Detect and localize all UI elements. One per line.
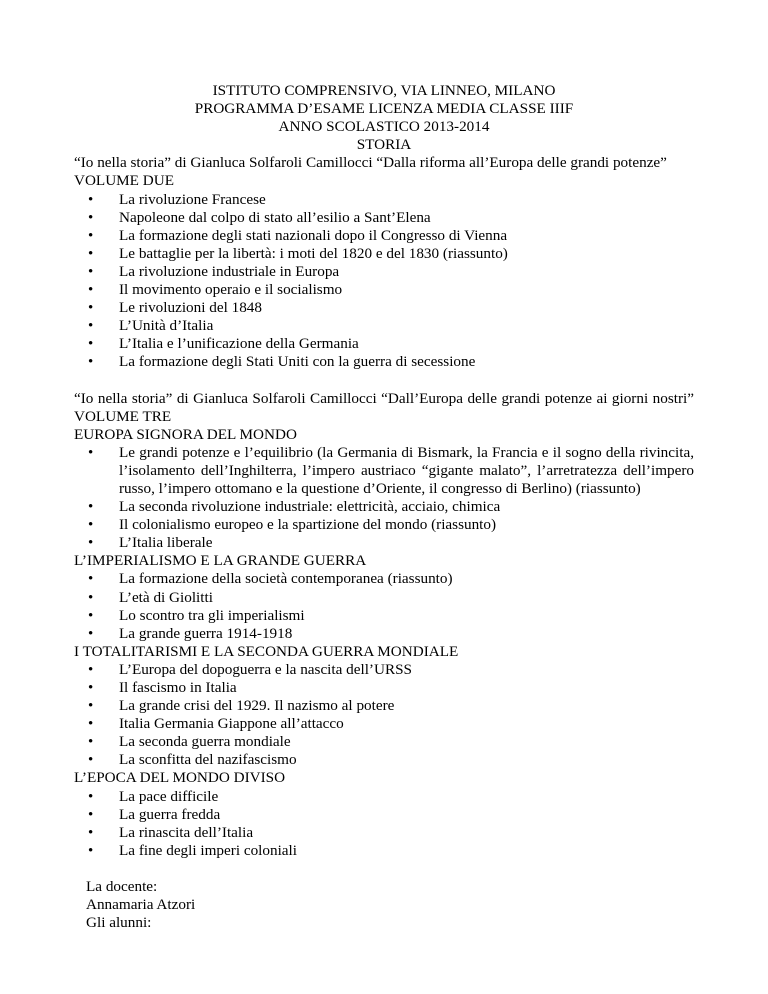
list-item: • Le grandi potenze e l’equilibrio (la Germania di Bismark, la Francia e il sogno della rivincita, l’isolamento dell’Inghilterra, l’impero austriaco “gigante malato”, l’arretratezza dell’impero russo, l’impero ottomano e la questione d’Oriente, il congresso di Berlino) (riassunto) xyxy=(88,443,694,497)
list-item: • Italia Germania Giappone all’attacco xyxy=(88,715,344,733)
bullet-icon: • xyxy=(88,698,94,715)
bullet-icon: • xyxy=(88,661,94,678)
document-page xyxy=(74,82,694,932)
teacher-name: Annamaria Atzori xyxy=(86,896,196,914)
list-item: • L’età di Giolitti xyxy=(88,588,213,606)
section-list xyxy=(74,570,694,642)
bullet-icon: • xyxy=(88,734,94,751)
bullet-icon: • xyxy=(88,752,94,769)
bullet-icon: • xyxy=(88,227,94,244)
bullet-icon: • xyxy=(88,263,94,280)
section-title: I TOTALITARISMI E LA SECONDA GUERRA MONDIALE xyxy=(74,642,459,660)
bullet-icon: • xyxy=(88,625,94,642)
bullet-icon: • xyxy=(88,354,94,371)
volume-two-label: VOLUME DUE xyxy=(74,172,174,190)
list-item: • La seconda rivoluzione industriale: elettricità, acciaio, chimica xyxy=(88,498,501,516)
bullet-icon: • xyxy=(88,282,94,299)
signature-block xyxy=(74,878,694,932)
list-item: • La formazione della società contemporanea (riassunto) xyxy=(88,570,453,588)
list-item: • Lo scontro tra gli imperialismi xyxy=(88,606,305,624)
list-item: • La seconda guerra mondiale xyxy=(88,733,291,751)
bullet-icon: • xyxy=(88,517,94,534)
document-header xyxy=(74,82,694,154)
program-title: PROGRAMMA D’ESAME LICENZA MEDIA CLASSE IIIF xyxy=(194,100,574,118)
list-item: • L’Italia liberale xyxy=(88,534,213,552)
bullet-icon: • xyxy=(88,245,94,262)
list-item: • La grande guerra 1914-1918 xyxy=(88,624,293,642)
section-spacer xyxy=(74,860,694,878)
bullet-icon: • xyxy=(88,571,94,588)
list-item: • La formazione degli stati nazionali dopo il Congresso di Vienna xyxy=(88,226,508,244)
section-list xyxy=(74,788,694,860)
list-item: • La pace difficile xyxy=(88,787,219,805)
teacher-label: La docente: xyxy=(86,877,158,895)
school-year: ANNO SCOLASTICO 2013-2014 xyxy=(278,118,490,136)
section-title: EUROPA SIGNORA DEL MONDO xyxy=(74,425,297,443)
list-item: • L’Italia e l’unificazione della Germania xyxy=(88,335,359,353)
volume-three-book: “Io nella storia” di Gianluca Solfaroli Camillocci “Dall’Europa delle grandi potenze ai giorni nostri” VOLUME TRE xyxy=(74,389,694,425)
bullet-icon: • xyxy=(88,607,94,624)
bullet-icon: • xyxy=(88,535,94,552)
list-item: • La formazione degli Stati Uniti con la guerra di secessione xyxy=(88,353,476,371)
volume-two-book: “Io nella storia” di Gianluca Solfaroli Camillocci “Dalla riforma all’Europa delle grandi potenze” xyxy=(74,154,667,172)
list-item: • Il movimento operaio e il socialismo xyxy=(88,281,343,299)
list-item: • La sconfitta del nazifascismo xyxy=(88,751,297,769)
bullet-icon: • xyxy=(88,191,94,208)
bullet-icon: • xyxy=(88,680,94,696)
list-item: • L’Europa del dopoguerra e la nascita dell’URSS xyxy=(88,660,412,678)
bullet-icon: • xyxy=(88,336,94,353)
list-item: • La rivoluzione Francese xyxy=(88,190,266,208)
bullet-icon: • xyxy=(88,824,94,841)
bullet-icon: • xyxy=(88,499,94,516)
list-item: • L’Unità d’Italia xyxy=(88,317,214,335)
school-name: ISTITUTO COMPRENSIVO, VIA LINNEO, MILANO xyxy=(212,82,556,99)
bullet-icon: • xyxy=(88,444,94,461)
list-item: • Le rivoluzioni del 1848 xyxy=(88,299,262,317)
section-spacer xyxy=(74,372,694,390)
list-item: • La rivoluzione industriale in Europa xyxy=(88,262,340,280)
list-item: • La fine degli imperi coloniali xyxy=(88,841,297,859)
list-item: • La guerra fredda xyxy=(88,805,221,823)
subject-title: STORIA xyxy=(356,136,412,154)
list-item: • Napoleone dal colpo di stato all’esilio a Sant’Elena xyxy=(88,208,431,226)
students-label: Gli alunni: xyxy=(86,914,152,932)
list-item: • Il fascismo in Italia xyxy=(88,679,237,696)
section-list xyxy=(74,444,694,553)
list-item: • La rinascita dell’Italia xyxy=(88,823,254,841)
section-title: L’EPOCA DEL MONDO DIVISO xyxy=(74,769,286,787)
section-title: L’IMPERIALISMO E LA GRANDE GUERRA xyxy=(74,552,367,570)
bullet-icon: • xyxy=(88,716,94,733)
bullet-icon: • xyxy=(88,318,94,335)
bullet-icon: • xyxy=(88,842,94,859)
bullet-icon: • xyxy=(88,788,94,805)
list-item: • Il colonialismo europeo e la spartizione del mondo (riassunto) xyxy=(88,516,497,534)
section-list xyxy=(74,661,694,770)
bullet-icon: • xyxy=(88,589,94,606)
volume-three-section xyxy=(74,390,694,860)
bullet-icon: • xyxy=(88,209,94,226)
list-item: • Le battaglie per la libertà: i moti del 1820 e del 1830 (riassunto) xyxy=(88,244,508,262)
list-item: • La grande crisi del 1929. Il nazismo al potere xyxy=(88,697,395,715)
volume-two-section xyxy=(74,154,694,371)
bullet-icon: • xyxy=(88,806,94,823)
volume-two-list xyxy=(74,191,694,372)
bullet-icon: • xyxy=(88,300,94,317)
